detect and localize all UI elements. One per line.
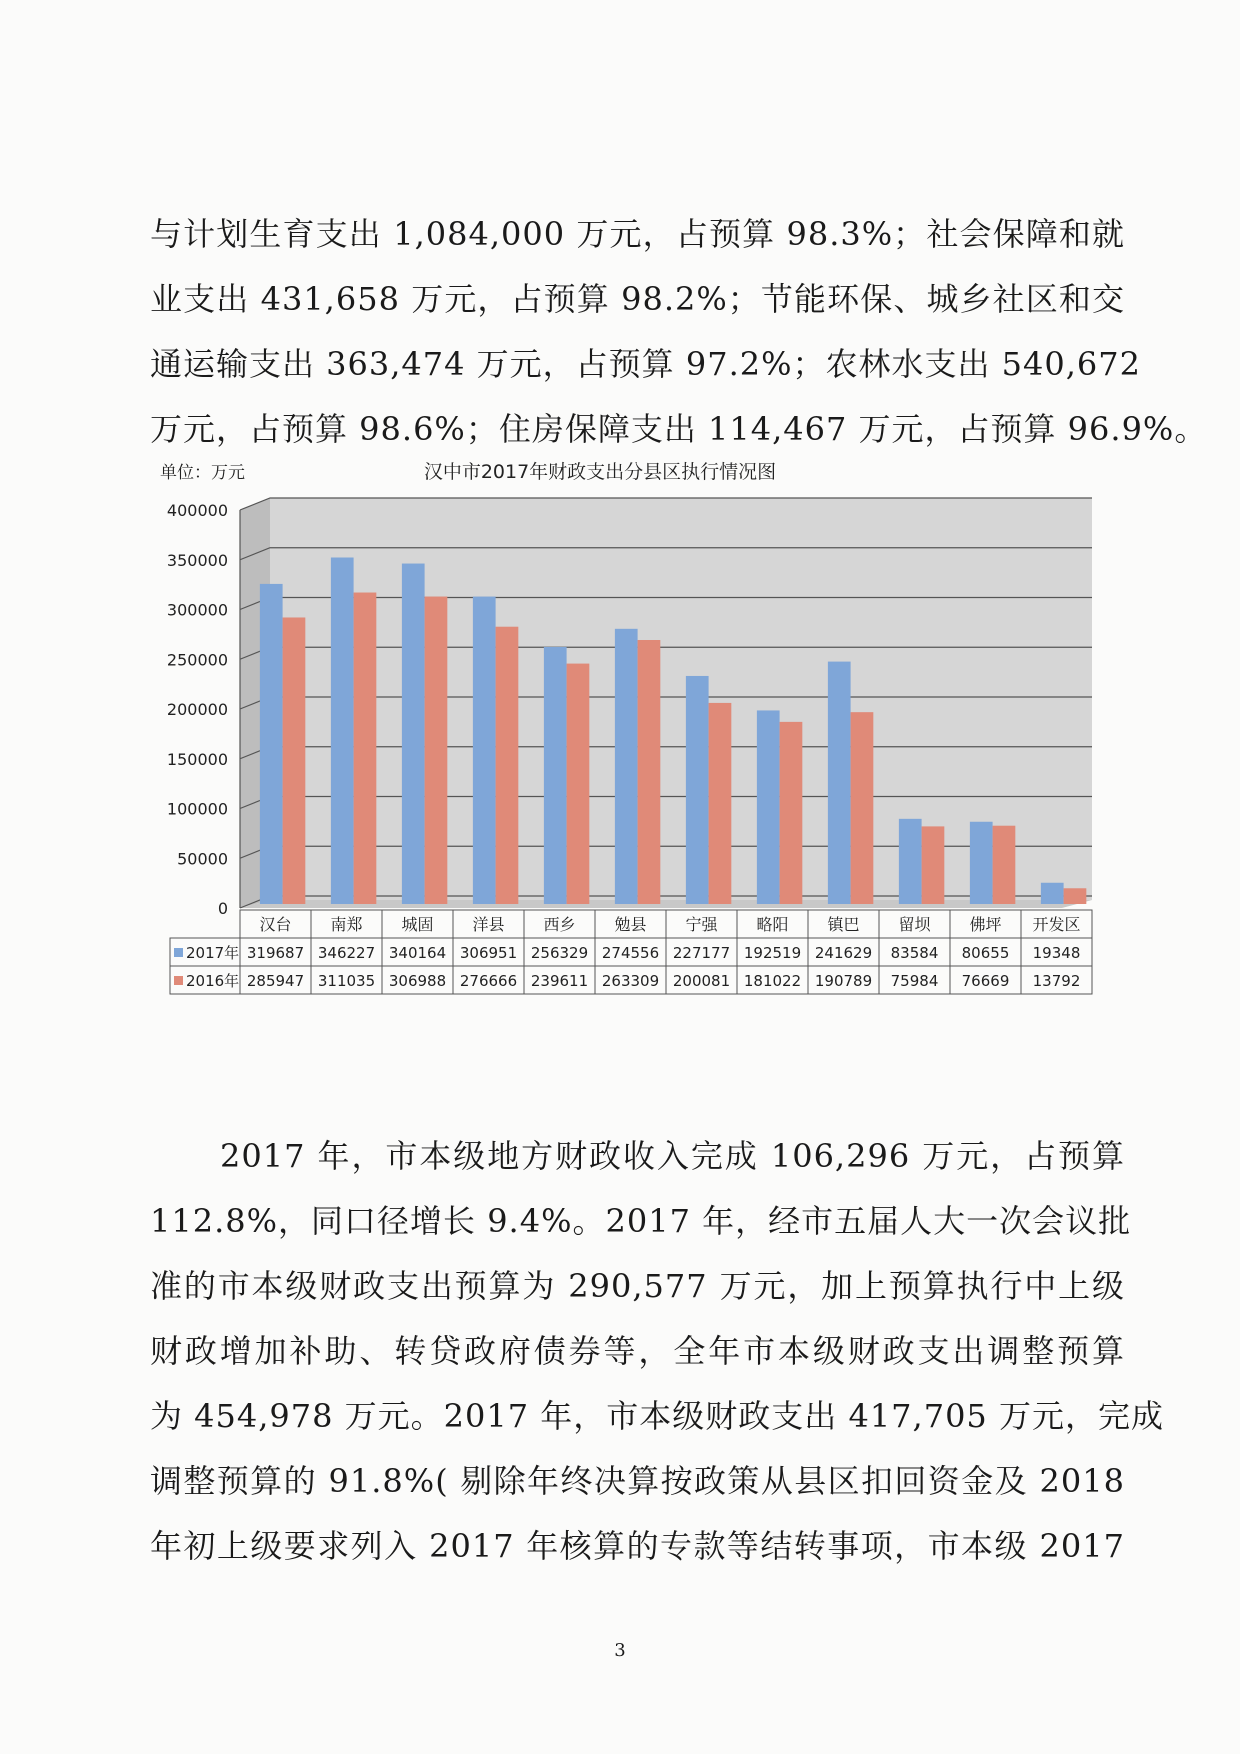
chart-data-label: 346227 xyxy=(317,944,376,962)
chart-x-tick-label: 城固 xyxy=(401,915,434,934)
chart-y-tick-label: 250000 xyxy=(166,650,228,670)
chart-data-label: 76669 xyxy=(961,972,1010,990)
chart-data-label: 311035 xyxy=(317,972,376,990)
chart-legend-swatch xyxy=(174,948,183,957)
chart-data-label: 274556 xyxy=(601,944,660,962)
paragraph-line: 通运输支出 363,474 万元，占预算 97.2%；农林水支出 540,672 xyxy=(150,345,1142,383)
paragraph-line: 准的市本级财政支出预算为 290,577 万元，加上预算执行中上级 xyxy=(150,1267,1125,1305)
chart-bar-2017 xyxy=(402,564,425,904)
chart-x-tick-label: 南郑 xyxy=(330,915,363,934)
chart-x-tick-label: 略阳 xyxy=(756,915,789,934)
chart-data-label: 319687 xyxy=(246,944,305,962)
chart-bar-2016 xyxy=(709,703,732,904)
chart-y-tick-label: 100000 xyxy=(166,799,228,819)
chart-x-tick-label: 汉台 xyxy=(259,915,292,934)
chart-data-label: 263309 xyxy=(601,972,660,990)
county-expenditure-chart xyxy=(160,461,1120,1100)
chart-y-tick-label: 200000 xyxy=(166,700,228,719)
chart-x-tick-label: 勉县 xyxy=(614,915,647,934)
paragraph-line: 112.8%，同口径增长 9.4%。2017 年，经市五届人大一次会议批 xyxy=(150,1202,1132,1240)
chart-x-tick-label: 西乡 xyxy=(543,915,576,934)
chart-y-tick-label: 50000 xyxy=(177,849,228,869)
chart-legend-swatch xyxy=(174,976,183,985)
chart-bar-2017 xyxy=(1041,883,1064,904)
chart-data-label: 200081 xyxy=(672,972,731,990)
chart-bar-2016 xyxy=(425,597,448,904)
chart-data-label: 192519 xyxy=(743,944,802,962)
chart-data-label: 285947 xyxy=(246,972,305,990)
chart-x-tick-label: 佛坪 xyxy=(969,915,1002,934)
chart-y-tick-label: 150000 xyxy=(166,749,228,769)
chart-bar-2016 xyxy=(851,712,874,904)
chart-title: 汉中市2017年财政支出分县区执行情况图 xyxy=(423,461,777,483)
chart-bar-2016 xyxy=(354,593,377,904)
chart-x-tick-label: 镇巴 xyxy=(827,915,860,934)
paragraph-city-finance xyxy=(150,1124,1164,1579)
paragraph-line: 业支出 431,658 万元，占预算 98.2%；节能环保、城乡社区和交 xyxy=(150,280,1125,318)
chart-unit-label: 单位：万元 xyxy=(160,463,245,483)
chart-legend-label: 2017年 xyxy=(186,944,240,962)
chart-x-tick-label: 开发区 xyxy=(1032,915,1081,934)
chart-bar-2016 xyxy=(993,826,1016,904)
chart-bar-2017 xyxy=(899,819,922,904)
chart-x-tick-label: 宁强 xyxy=(685,915,718,934)
chart-y-tick-label: 300000 xyxy=(166,600,228,620)
chart-legend-label: 2016年 xyxy=(186,972,240,990)
paragraph-expenditure-summary xyxy=(150,202,1208,462)
chart-data-label: 19348 xyxy=(1032,944,1081,962)
chart-data-label: 83584 xyxy=(890,944,939,962)
chart-bar-2016 xyxy=(567,664,590,904)
chart-data-label: 190789 xyxy=(814,972,873,990)
chart-data-label: 241629 xyxy=(814,944,873,962)
chart-bar-2017 xyxy=(331,558,354,904)
chart-bar-2017 xyxy=(260,584,283,904)
chart-y-tick-label: 400000 xyxy=(166,501,228,520)
chart-bar-2016 xyxy=(283,617,306,904)
chart-bar-2016 xyxy=(780,722,803,904)
chart-back-wall xyxy=(270,498,1092,900)
paragraph-line: 财政增加补助、转贷政府债券等，全年市本级财政支出调整预算 xyxy=(150,1332,1125,1370)
paragraph-line: 为 454,978 万元。2017 年，市本级财政支出 417,705 万元，完成 xyxy=(150,1397,1164,1435)
chart-data-label: 306988 xyxy=(388,972,447,990)
paragraph-line: 年初上级要求列入 2017 年核算的专款等结转事项，市本级 2017 xyxy=(150,1527,1125,1565)
chart-data-label: 227177 xyxy=(672,944,731,962)
paragraph-line: 调整预算的 91.8%( 剔除年终决算按政策从县区扣回资金及 2018 xyxy=(150,1462,1125,1500)
chart-data-label: 239611 xyxy=(530,972,589,990)
chart-bar-2017 xyxy=(615,629,638,904)
paragraph-line: 万元，占预算 98.6%；住房保障支出 114,467 万元，占预算 96.9%。 xyxy=(150,410,1208,448)
chart-bar-2016 xyxy=(638,640,661,904)
chart-bar-2017 xyxy=(544,647,567,904)
chart-bar-2017 xyxy=(828,662,851,904)
chart-data-label: 181022 xyxy=(743,972,802,990)
paragraph-line: 与计划生育支出 1,084,000 万元，占预算 98.3%；社会保障和就 xyxy=(150,215,1125,253)
chart-data-label: 256329 xyxy=(530,944,589,962)
chart-data-label: 306951 xyxy=(459,944,518,962)
chart-y-tick-label: 350000 xyxy=(166,550,228,570)
chart-data-label: 80655 xyxy=(961,944,1010,962)
paragraph-line: 2017 年，市本级地方财政收入完成 106,296 万元，占预算 xyxy=(220,1137,1125,1175)
chart-x-tick-label: 留坝 xyxy=(898,915,931,934)
chart-data-label: 276666 xyxy=(459,972,518,990)
chart-bar-2017 xyxy=(970,822,993,904)
chart-bar-2017 xyxy=(473,597,496,904)
chart-y-tick-label: 0 xyxy=(217,899,228,918)
chart-data-label: 340164 xyxy=(388,944,447,962)
chart-svg xyxy=(160,461,1120,1100)
chart-data-label: 75984 xyxy=(890,972,939,990)
chart-bar-2016 xyxy=(922,826,945,904)
page-number: 3 xyxy=(614,1640,626,1661)
chart-bar-2016 xyxy=(1064,888,1087,904)
chart-data-label: 13792 xyxy=(1032,972,1081,990)
chart-bar-2017 xyxy=(686,676,709,904)
chart-x-tick-label: 洋县 xyxy=(472,915,505,934)
chart-bar-2016 xyxy=(496,627,519,904)
chart-bar-2017 xyxy=(757,710,780,904)
